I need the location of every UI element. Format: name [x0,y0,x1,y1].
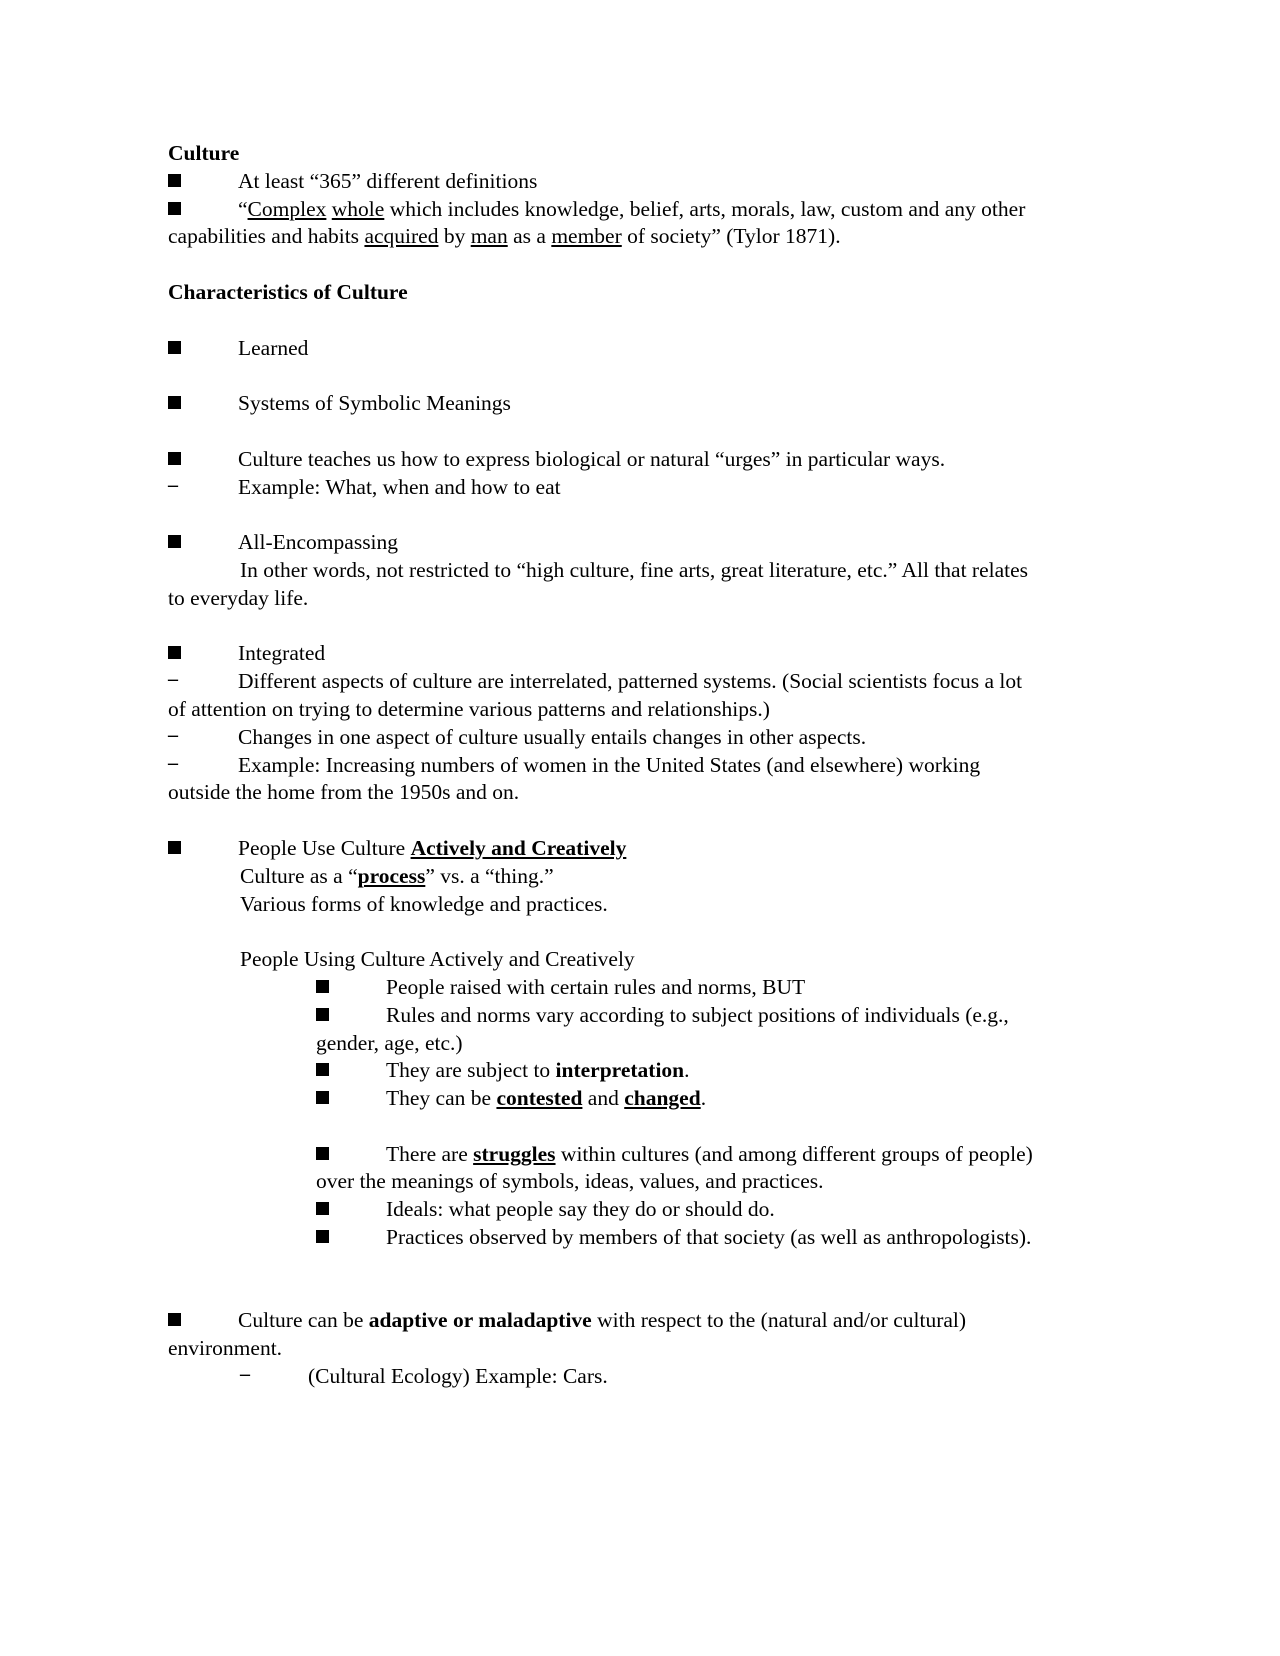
list-item-active-creative [168,835,1044,863]
emphasis-contested: contested [496,1086,583,1111]
list-item-integrated-sub-3 [168,752,1044,808]
list-item-label: Systems of Symbolic Meanings [238,391,511,416]
process-line: Culture as a “process” vs. a “thing.” [240,863,554,888]
square-bullet-icon [168,335,238,363]
dash-bullet-icon: – [240,1363,250,1386]
list-item-contested-changed [316,1085,1044,1113]
square-bullet-icon [168,835,238,863]
square-bullet-icon [316,1141,386,1169]
section-heading-characteristics: Characteristics of Culture [168,279,408,304]
list-item-urges-example [168,474,1044,502]
square-bullet-icon [168,390,238,418]
spacer [168,362,1044,390]
dash-bullet-icon: – [168,473,178,496]
list-item-integrated-sub-1 [168,668,1044,724]
list-item-cultural-ecology [240,1363,1044,1391]
spacer [168,807,1044,835]
list-item-label: Culture can be adaptive or maladaptive with respect to the (natural and/or cultural) environment. [168,1308,967,1361]
list-item [316,1002,1044,1058]
list-item-ideals [316,1196,1044,1224]
emphasis-member: member [551,224,622,249]
list-item-struggles [316,1141,1044,1197]
list-item-label: Different aspects of culture are interrelated, patterned systems. (Social scientists focus a lot of attention on trying to determine various patterns and relationships.) [168,669,1023,721]
emphasis-actively-and-creatively: Actively and Creatively [410,835,627,860]
list-item-label: Example: Increasing numbers of women in the United States (and elsewhere) working outside the home from the 1950s and on. [168,752,981,805]
spacer [168,1280,1044,1308]
list-item-practices [316,1224,1044,1252]
subheading-people-using-culture: People Using Culture Actively and Creatively [240,947,635,972]
document-body [168,140,1044,1391]
emphasis-complex: Complex [247,196,327,221]
square-bullet-icon [168,1307,238,1335]
emphasis-struggles: struggles [473,1141,556,1166]
emphasis-whole: whole [331,196,385,221]
emphasis-interpretation: interpretation [555,1058,685,1083]
square-bullet-icon [316,1002,386,1030]
spacer [168,1113,1044,1141]
spacer [168,918,1044,946]
square-bullet-icon [168,168,238,196]
list-item-label: At least “365” different definitions [238,168,538,193]
square-bullet-icon [168,640,238,668]
list-item [316,974,1044,1002]
list-item-all-encompassing [168,529,1044,557]
square-bullet-icon [316,1224,386,1252]
list-item-label: There are struggles within cultures (and among different groups of people) over the meanings of symbols, ideas, values, and practices. [316,1141,1033,1194]
square-bullet-icon [316,1057,386,1085]
list-item-label: Integrated [238,641,326,666]
list-item-label: Changes in one aspect of culture usually entails changes in other aspects. [238,724,867,749]
section-heading-culture: Culture [168,141,240,165]
list-item-label: Ideals: what people say they do or should do. [386,1197,775,1222]
dash-bullet-icon: – [168,751,178,774]
spacer [168,418,1044,446]
spacer [168,251,1044,279]
list-item-label: People raised with certain rules and norms, BUT [386,974,806,999]
list-item-learned [168,335,1044,363]
square-bullet-icon [316,974,386,1002]
emphasis-man: man [470,224,508,249]
spacer [168,1252,1044,1280]
all-encompassing-body: In other words, not restricted to “high culture, fine arts, great literature, etc.” All that relates to everyday life. [168,557,1029,610]
square-bullet-icon [316,1196,386,1224]
square-bullet-icon [168,446,238,474]
list-item-interpretation [316,1057,1044,1085]
dash-bullet-icon: – [168,723,178,746]
dash-bullet-icon: – [168,668,178,691]
list-item-label: Example: What, when and how to eat [238,474,561,499]
square-bullet-icon [168,196,238,224]
spacer [168,501,1044,529]
list-item [168,168,1044,196]
emphasis-adaptive-maladaptive: adaptive or maladaptive [368,1308,592,1333]
list-item-integrated-sub-2 [168,724,1044,752]
square-bullet-icon [168,529,238,557]
emphasis-acquired: acquired [364,224,439,249]
list-item-label: Culture teaches us how to express biological or natural “urges” in particular ways. [238,446,946,471]
list-item-label-tylor: “Complex whole which includes knowledge, belief, arts, morals, law, custom and any other capabilities and habits acquired by man as a member of society” (Tylor 1871). [168,196,1026,249]
list-item-adaptive [168,1307,1044,1363]
list-item-integrated [168,640,1044,668]
spacer [168,307,1044,335]
list-item-label: People Use Culture Actively and Creatively [238,835,627,860]
list-item-urges [168,446,1044,474]
square-bullet-icon [316,1085,386,1113]
spacer [168,613,1044,641]
list-item-label: Rules and norms vary according to subject positions of individuals (e.g., gender, age, etc.) [316,1002,1009,1055]
list-item-label: Learned [238,335,309,360]
emphasis-changed: changed [624,1086,701,1111]
list-item-label: Practices observed by members of that society (as well as anthropologists). [386,1225,1032,1250]
forms-line: Various forms of knowledge and practices. [240,891,608,916]
list-item [168,196,1044,252]
emphasis-process: process [357,863,426,888]
list-item-label: (Cultural Ecology) Example: Cars. [308,1364,608,1389]
list-item-label: All-Encompassing [238,530,399,555]
list-item-label: They can be contested and changed. [386,1086,707,1111]
list-item-symbolic-meanings [168,390,1044,418]
list-item-label: They are subject to interpretation. [386,1058,690,1083]
